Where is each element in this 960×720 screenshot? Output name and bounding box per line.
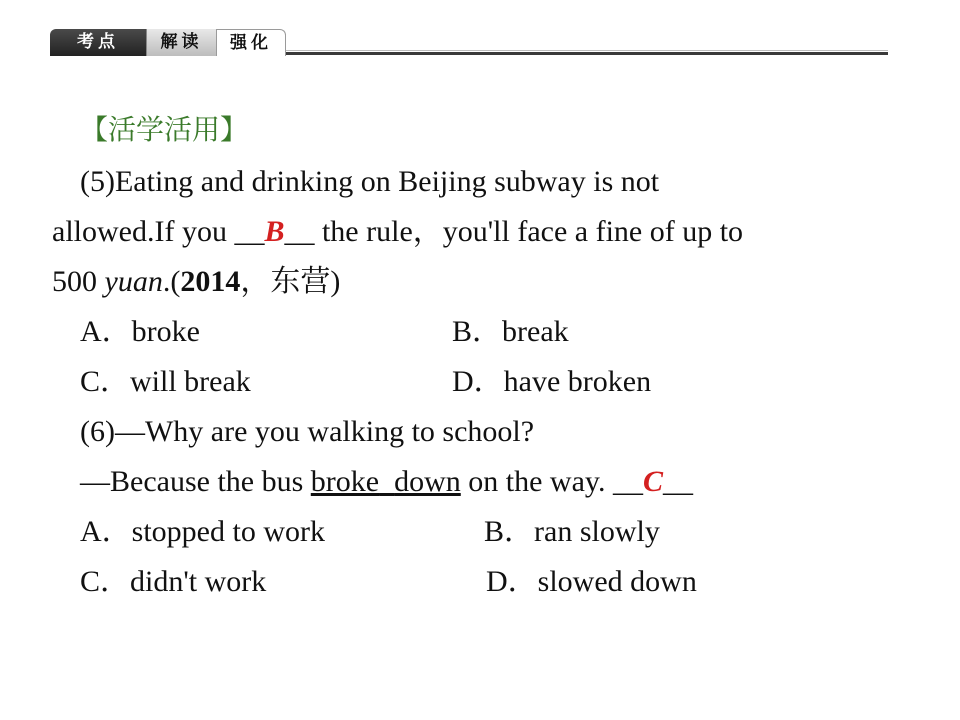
q5-line-1: (5)Eating and drinking on Beijing subway is not xyxy=(80,165,660,198)
q5-option-c: C．will break xyxy=(80,365,251,398)
q5-line-3-yuan: yuan xyxy=(104,265,163,298)
q6-line-2-post: on the way. __ xyxy=(460,465,643,498)
q6-option-b: B．ran slowly xyxy=(484,515,660,548)
header-rule xyxy=(286,52,888,55)
q5-line-3-mid: .( xyxy=(162,265,181,298)
q6-line-2-end: __ xyxy=(662,465,693,498)
q6-line-2-pre: —Because the bus xyxy=(80,465,311,498)
tab-kaodian[interactable]: 考点 xyxy=(50,29,146,56)
q5-line-3-end: ，东营) xyxy=(240,265,341,298)
header-tab-bar xyxy=(50,27,888,57)
q5-line-2 xyxy=(52,210,743,254)
tab-jiedu[interactable]: 解读 xyxy=(146,29,216,56)
q5-line-3 xyxy=(52,260,340,304)
q6-option-c: C．didn't work xyxy=(80,565,267,598)
q5-option-d: D．have broken xyxy=(452,365,652,398)
q5-option-a: A．broke xyxy=(80,315,200,348)
q5-option-b: B．break xyxy=(452,315,569,348)
q6-underlined-phrase: broke_down xyxy=(310,465,461,498)
q6-option-a: A．stopped to work xyxy=(80,515,325,548)
q5-answer: B xyxy=(264,215,285,248)
q5-line-3-num: 500 xyxy=(52,265,105,298)
q5-line-2-post: __ the rule，you'll face a fine of up to xyxy=(284,215,744,248)
q5-line-3-year: 2014 xyxy=(180,265,241,298)
q6-line-2 xyxy=(80,460,693,504)
header-rule-light xyxy=(286,50,888,51)
q6-answer: C xyxy=(642,465,663,498)
section-title: 【活学活用】 xyxy=(80,113,249,146)
q6-option-d: D．slowed down xyxy=(486,565,697,598)
q5-line-2-pre: allowed.If you __ xyxy=(52,215,265,248)
tab-qianghua[interactable]: 强化 xyxy=(216,29,286,56)
q6-line-1: (6)—Why are you walking to school? xyxy=(80,415,535,448)
